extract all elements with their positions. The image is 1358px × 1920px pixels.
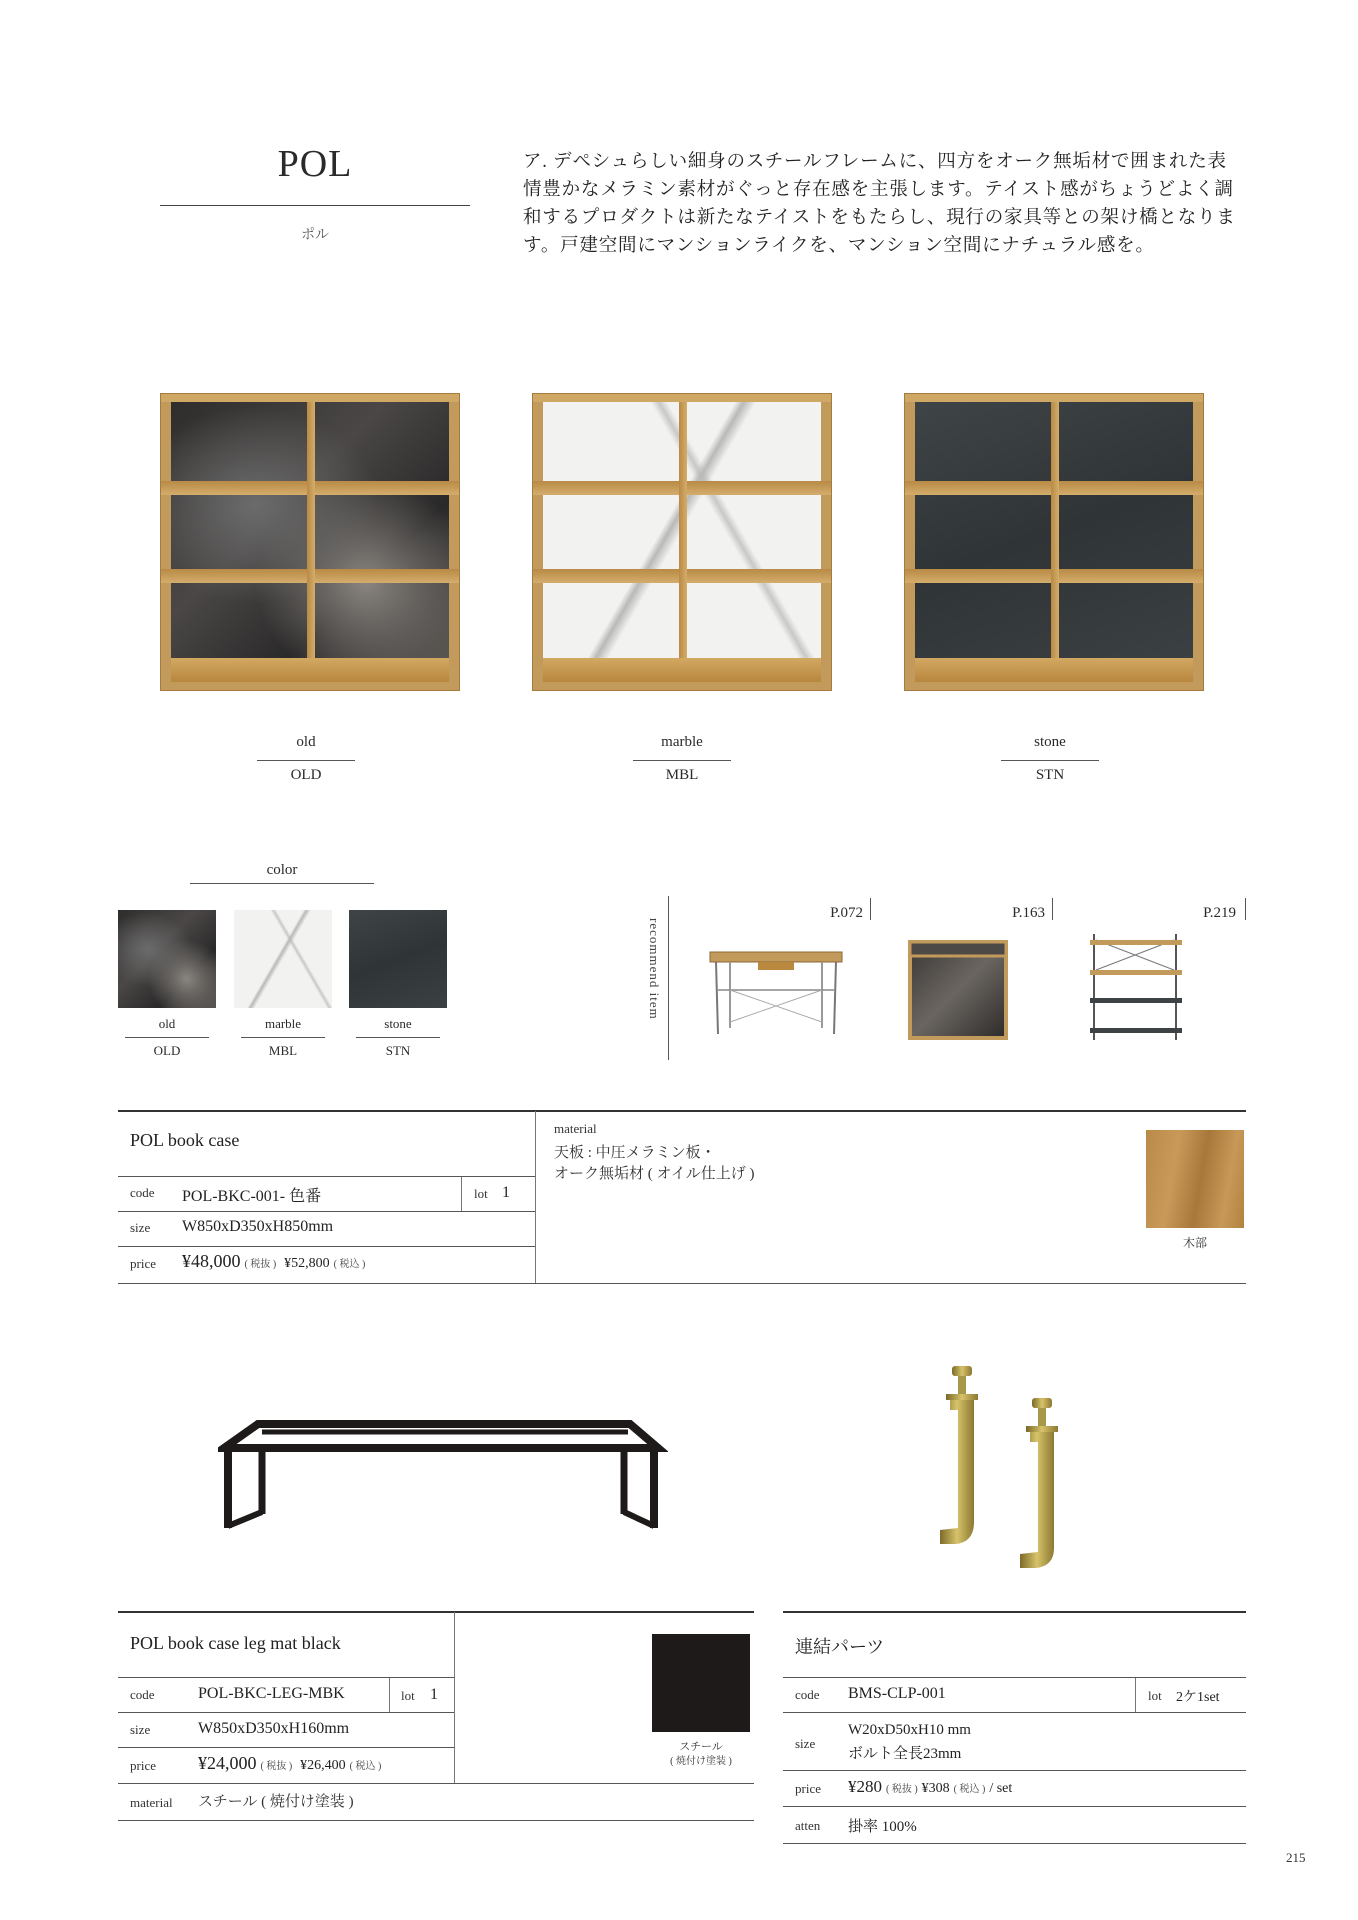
swatch-divider <box>356 1037 440 1038</box>
steel-swatch-label: スチール <box>679 1741 723 1753</box>
swatch-name-old: old <box>158 1016 176 1031</box>
variant-divider <box>257 760 355 761</box>
size-label: size <box>795 1736 816 1751</box>
variant-code-stone: STN <box>1035 767 1065 783</box>
recommend-divider <box>668 896 669 1060</box>
row-divider <box>118 1176 535 1177</box>
bookcase-material-line1: 天板 : 中圧メラミン板・ <box>554 1145 716 1161</box>
swatch-divider <box>241 1037 325 1038</box>
spec-table-top-rule <box>118 1110 1246 1112</box>
leg-price <box>198 1753 381 1774</box>
product-title-kana: ポル <box>301 228 329 243</box>
spec-column-divider <box>535 1111 536 1283</box>
row-divider <box>118 1246 535 1247</box>
parts-size-line2: ボルト全長23mm <box>848 1746 962 1762</box>
swatch-code-marble: MBL <box>268 1043 298 1058</box>
bookcase-old-image <box>160 393 460 691</box>
tax-included-note: ( 税込 ) <box>953 1784 986 1795</box>
swatch-divider <box>125 1037 209 1038</box>
bookcase-size: W850xD350xH850mm <box>182 1218 334 1235</box>
material-label: material <box>130 1795 173 1810</box>
row-divider <box>783 1712 1246 1713</box>
connector-clips-image <box>930 1362 1090 1570</box>
price-tax-included: ¥52,800 <box>284 1256 330 1271</box>
tax-included-note: ( 税込 ) <box>333 1259 366 1270</box>
price-tax-excluded: ¥48,000 <box>182 1251 241 1271</box>
page-ref-bar <box>870 898 871 920</box>
page-ref-bar <box>1052 898 1053 920</box>
row-divider <box>118 1712 454 1713</box>
color-heading: color <box>266 862 298 878</box>
recommend-page-ref[interactable]: P.219 <box>1203 905 1236 921</box>
swatch-name-stone: stone <box>384 1016 412 1031</box>
recommend-page-ref[interactable]: P.163 <box>1012 905 1045 921</box>
tax-excluded-note: ( 税抜 ) <box>244 1259 277 1270</box>
leg-lot: 1 <box>430 1686 438 1703</box>
parts-name: 連結パーツ <box>795 1637 885 1657</box>
price-label: price <box>130 1256 156 1271</box>
row-divider <box>118 1747 454 1748</box>
bookcase-code: POL-BKC-001- 色番 <box>182 1188 322 1205</box>
leg-table-bottom-rule <box>118 1820 754 1821</box>
bookcase-lot: 1 <box>502 1184 510 1201</box>
leg-frame-image <box>218 1418 668 1534</box>
product-title: POL <box>277 143 353 185</box>
swatch-code-old: OLD <box>153 1043 181 1058</box>
variant-name-old: old <box>296 734 316 750</box>
cube-table-icon[interactable] <box>908 940 1010 1040</box>
price-tax-included: ¥308 <box>921 1781 950 1796</box>
wood-swatch-label: 木部 <box>1182 1236 1207 1250</box>
product-description: ア. デペシュらしい細身のスチールフレームに、四方をオーク無垢材で囲まれた表情豊かなメラミン素材がぐっと存在感を主張します。テイスト感がちょうどよく調和するプロダクトは新たなテイストをもたらし、現行の家具等との架け橋となります。戸建空間にマンションライクを、マンション空間にナチュラル感を。 <box>523 152 1236 256</box>
bookcase-price <box>182 1251 365 1272</box>
size-label: size <box>130 1220 151 1235</box>
variant-name-marble: marble <box>661 734 703 750</box>
variant-code-old: OLD <box>290 767 322 783</box>
steel-swatch-note: ( 焼付け塗装 ) <box>670 1756 732 1767</box>
parts-atten: 掛率 100% <box>848 1819 917 1835</box>
desk-icon[interactable] <box>708 950 844 1038</box>
lot-divider <box>1135 1678 1136 1712</box>
variant-divider <box>1001 760 1099 761</box>
bookcase-marble-image <box>532 393 832 691</box>
swatch-old <box>118 910 216 1008</box>
lot-divider <box>389 1678 390 1712</box>
price-tax-included: ¥26,400 <box>300 1758 346 1773</box>
bookcase-name: POL book case <box>130 1130 240 1150</box>
swatch-code-stone: STN <box>385 1043 411 1058</box>
leg-size: W850xD350xH160mm <box>198 1720 350 1737</box>
tax-excluded-note: ( 税抜 ) <box>886 1784 918 1795</box>
recommend-page-ref[interactable]: P.072 <box>830 905 863 921</box>
price-label: price <box>795 1781 821 1796</box>
open-shelf-icon[interactable] <box>1086 930 1186 1042</box>
material-label: material <box>554 1121 597 1136</box>
lot-label: lot <box>474 1186 488 1201</box>
swatch-marble <box>234 910 332 1008</box>
bookcase-material-line2: オーク無垢材 ( オイル仕上げ ) <box>554 1166 755 1182</box>
bookcase-stone-image <box>904 393 1204 691</box>
parts-table-top-rule <box>783 1611 1246 1613</box>
row-divider <box>118 1677 454 1678</box>
leg-material: スチール ( 焼付け塗装 ) <box>198 1794 354 1810</box>
price-tax-excluded: ¥280 <box>848 1777 882 1796</box>
row-divider <box>783 1806 1246 1807</box>
code-label: code <box>130 1185 155 1200</box>
parts-code: BMS-CLP-001 <box>848 1685 946 1702</box>
color-divider <box>190 883 374 884</box>
title-divider <box>160 205 470 206</box>
swatch-name-marble: marble <box>264 1016 302 1031</box>
lot-label: lot <box>401 1688 415 1703</box>
price-unit: / set <box>989 1781 1013 1796</box>
swatch-stone <box>349 910 447 1008</box>
spec-table-bottom-rule <box>118 1283 1246 1284</box>
parts-price <box>848 1777 1012 1797</box>
parts-lot: 2ケ1set <box>1176 1690 1220 1705</box>
row-divider <box>118 1211 535 1212</box>
recommend-label: recommend item <box>647 918 662 1020</box>
leg-column-divider <box>454 1612 455 1784</box>
steel-swatch <box>652 1634 750 1732</box>
row-divider <box>783 1770 1246 1771</box>
parts-table-bottom-rule <box>783 1843 1246 1844</box>
parts-size-line1: W20xD50xH10 mm <box>848 1722 971 1738</box>
leg-name: POL book case leg mat black <box>130 1633 341 1653</box>
leg-code: POL-BKC-LEG-MBK <box>198 1685 345 1702</box>
variant-code-marble: MBL <box>665 767 699 783</box>
wood-swatch <box>1146 1130 1244 1228</box>
lot-divider <box>461 1177 462 1211</box>
size-label: size <box>130 1722 151 1737</box>
page-ref-bar <box>1245 898 1246 920</box>
price-label: price <box>130 1758 156 1773</box>
atten-label: atten <box>795 1818 821 1833</box>
tax-excluded-note: ( 税抜 ) <box>260 1761 293 1772</box>
code-label: code <box>795 1687 820 1702</box>
price-tax-excluded: ¥24,000 <box>198 1753 257 1773</box>
variant-name-stone: stone <box>1034 734 1066 750</box>
row-divider <box>783 1677 1246 1678</box>
tax-included-note: ( 税込 ) <box>349 1761 382 1772</box>
lot-label: lot <box>1148 1688 1162 1703</box>
page-number: 215 <box>1286 1850 1306 1865</box>
row-divider <box>118 1783 754 1784</box>
code-label: code <box>130 1687 155 1702</box>
variant-divider <box>633 760 731 761</box>
leg-table-top-rule <box>118 1611 754 1613</box>
